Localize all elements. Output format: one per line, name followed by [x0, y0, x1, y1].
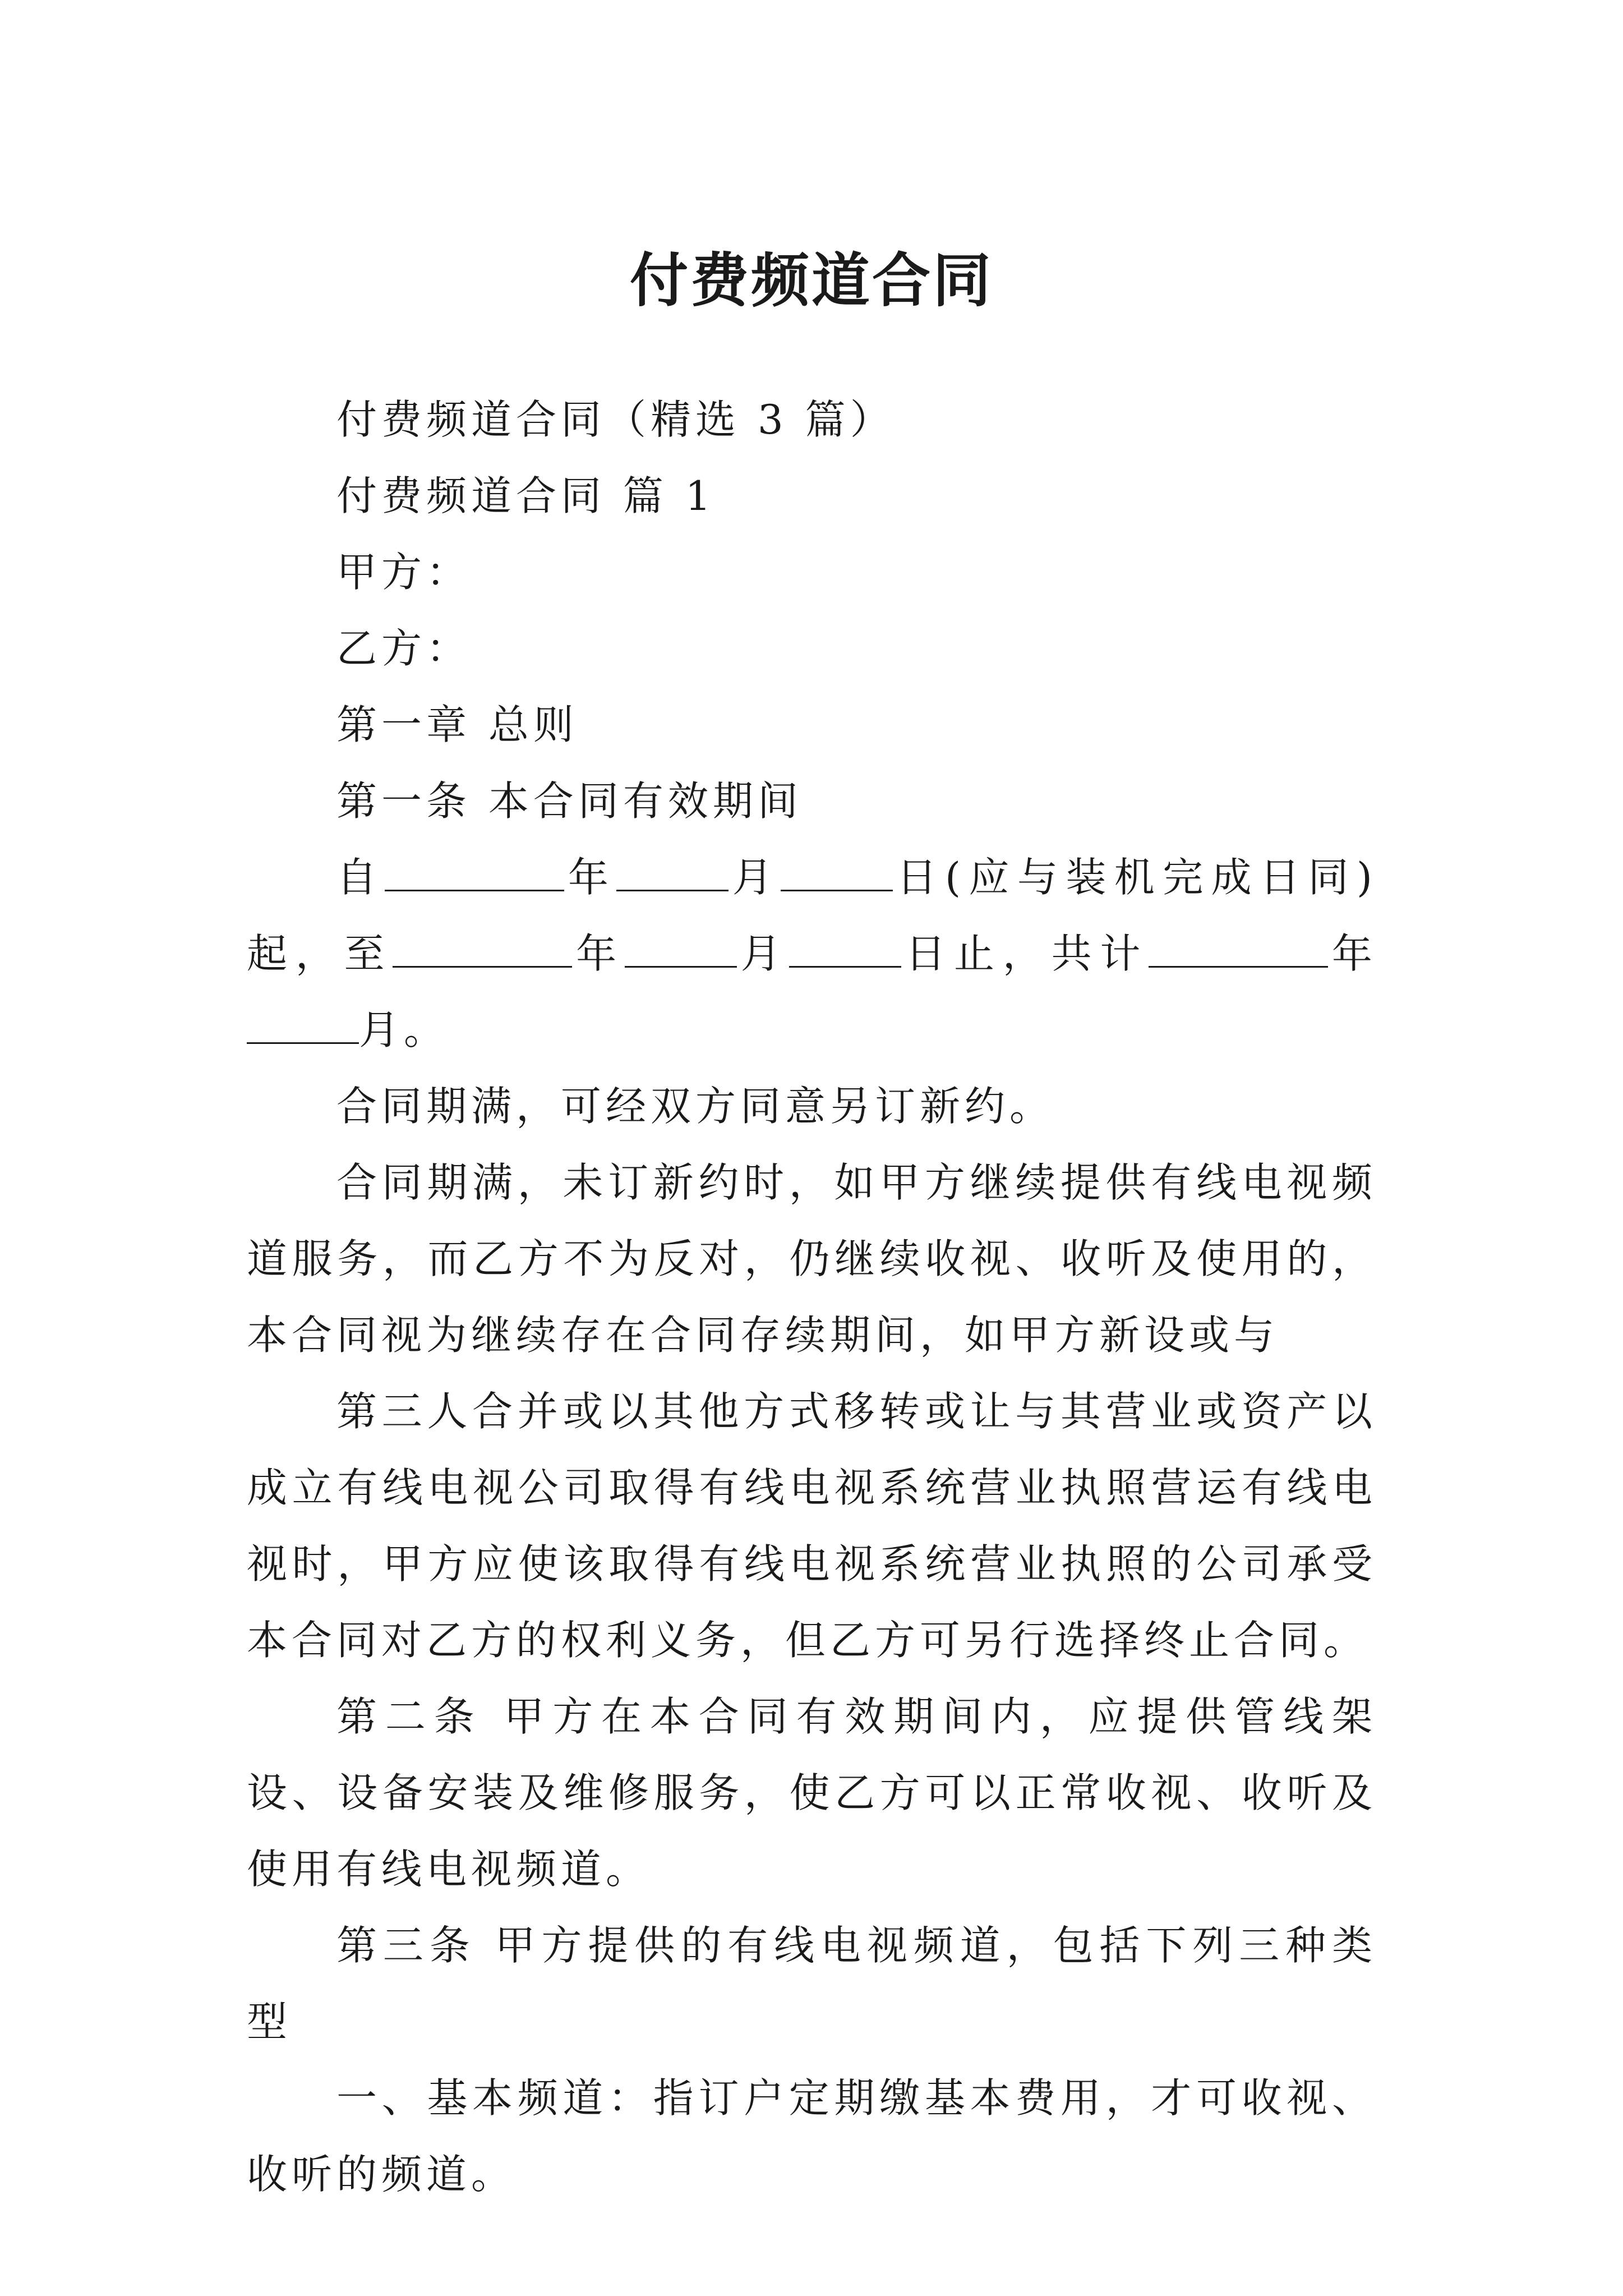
total-months-blank	[247, 1006, 359, 1044]
period-month3-text: 月。	[359, 1006, 449, 1053]
document-title: 付费频道合同	[629, 245, 993, 315]
article-2-paragraph: 第二条 甲方在本合同有效期间内，应提供管线架设、设备安装及维修服务，使乙方可以正常收视、收听及使用有线电视频道。	[247, 1693, 1377, 1893]
document-body	[247, 381, 1377, 2212]
basic-channel-paragraph: 一、基本频道：指订户定期缴基本费用，才可收视、收听的频道。	[247, 2074, 1377, 2198]
period-year2-text: 年	[572, 930, 625, 977]
end-month-blank	[625, 930, 737, 968]
party-b-line: 乙方：	[336, 625, 472, 672]
merger-paragraph: 第三人合并或以其他方式移转或让与其营业或资产以成立有线电视公司取得有线电视系统营业执照营运有线电视时，甲方应使该取得有线电视系统营业执照的公司承受本合同对乙方的权利义务，但乙方可另行选择终止合同。	[247, 1388, 1377, 1664]
part-title-paragraph: 付费频道合同 篇 1	[336, 472, 716, 519]
start-year-blank	[385, 853, 564, 891]
period-month-text: 月	[728, 854, 781, 901]
article-3-paragraph: 第三条 甲方提供的有线电视频道，包括下列三种类型	[247, 1922, 1377, 2045]
period-year3-text: 年	[1328, 930, 1377, 977]
article-1-heading: 第一条 本合同有效期间	[336, 777, 803, 825]
total-years-blank	[1149, 930, 1328, 968]
renewal-paragraph: 合同期满，可经双方同意另订新约。	[336, 1083, 1055, 1130]
chapter-heading: 第一章 总则	[336, 701, 578, 748]
period-day-note-text: 日(应与装机完成日同)起，至	[247, 854, 1377, 977]
subtitle-paragraph: 付费频道合同（精选 3 篇）	[336, 396, 895, 443]
period-month2-text: 月	[736, 930, 790, 977]
end-year-blank	[393, 930, 572, 968]
start-month-blank	[616, 853, 728, 891]
start-day-blank	[781, 853, 893, 891]
contract-period-paragraph	[247, 839, 1377, 1068]
period-until-text: 日止，共计	[901, 930, 1149, 977]
continuation-paragraph: 合同期满，未订新约时，如甲方继续提供有线电视频道服务，而乙方不为反对，仍继续收视、收听及使用的，本合同视为继续存在合同存续期间，如甲方新设或与	[247, 1159, 1377, 1359]
party-a-line: 甲方：	[336, 549, 472, 596]
end-day-blank	[789, 930, 901, 968]
period-year-text: 年	[564, 854, 617, 901]
period-from-text: 自	[336, 854, 385, 901]
